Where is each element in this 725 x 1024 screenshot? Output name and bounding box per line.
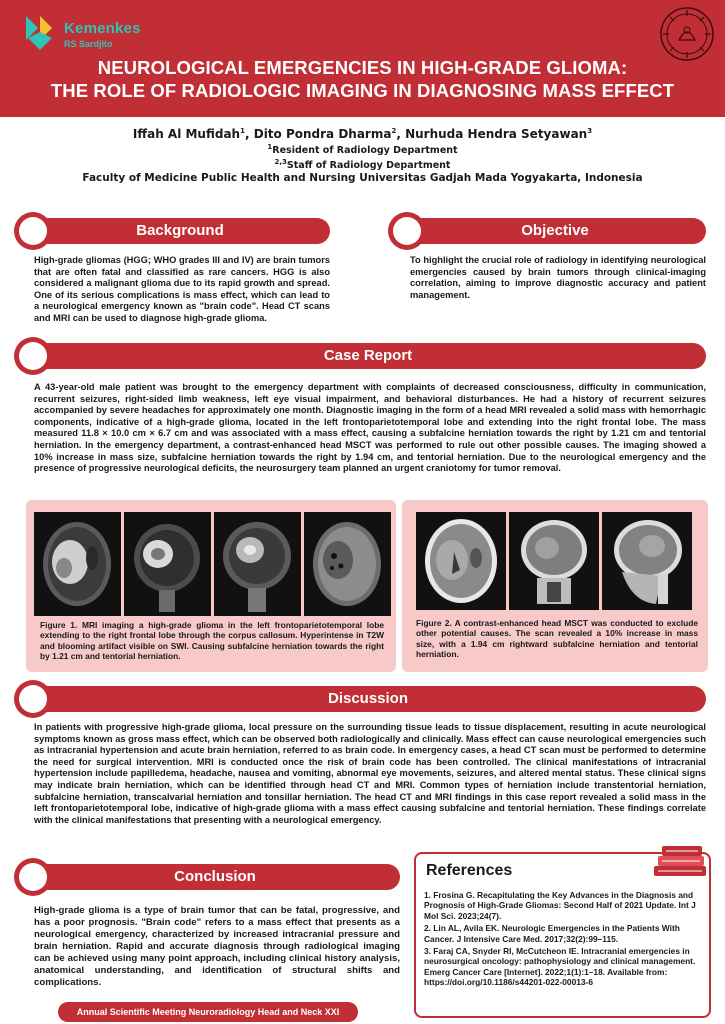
author-2: Dito Pondra Dharma [253, 127, 392, 141]
poster-header [0, 0, 725, 117]
affiliation-1: $^1$Resident of Radiology Department [267, 143, 458, 157]
discussion-ring-icon [14, 680, 52, 718]
reference-item: 2. Lin AL, Avila EK. Neurologic Emergencies in the Patients With Cancer. J Intensive Care Med. 2017;32(2):99–115. [424, 923, 680, 944]
ct-coronal-image [509, 512, 599, 610]
mri-t2-axial-image [34, 512, 121, 616]
ct-sagittal-image [602, 512, 692, 610]
poster-title [0, 56, 725, 102]
author-names: Iffah Al Mufidah$^1$, Dito Pondra Dharma$^2$, Nurhuda Hendra Setyawan$^3$ [132, 127, 593, 141]
affiliation-1-sup: 1 [267, 143, 273, 151]
authors-block [0, 124, 725, 185]
faculty-line: Faculty of Medicine Public Health and Nursing Universitas Gadjah Mada Yogyakarta, Indonesia [82, 172, 643, 185]
objective-text: To highlight the crucial role of radiology in identifying neurological emergencies caused by brain tumors through clinical-imaging correlation, aiming to improve diagnostic accuracy and patient management. [410, 255, 706, 300]
background-ring-icon [14, 212, 52, 250]
references-list [424, 890, 707, 990]
objective-heading: Objective [404, 218, 706, 244]
reference-item: 3. Faraj CA, Snyder RI, McCutcheon IE. Intracranial emergencies in neurosurgical oncology: pathophysiology and clinical management. Emerg Cancer Care [Internet]. 2022;1(1):1–18. Available from: https://doi.org/10.1186/s44201-022-00013-6 [424, 946, 696, 988]
figure-2-images [416, 512, 692, 610]
ct-axial-image [416, 512, 506, 610]
figure-2-caption: Figure 2. A contrast-enhanced head MSCT was conducted to exclude other potential causes. The scan revealed a 10% increase in mass size, with a 1.94 cm rightward subfalcine herniation and tentorial herniation. [416, 618, 698, 659]
author-1: Iffah Al Mufidah [132, 127, 241, 141]
footer-conference: Annual Scientific Meeting Neuroradiology Head and Neck XXI [58, 1002, 358, 1022]
books-icon [650, 840, 710, 880]
references-heading: References [426, 862, 513, 879]
author-3: Nurhuda Hendra Setyawan [405, 127, 588, 141]
author-2-sup: 2 [391, 127, 397, 135]
objective-ring-icon [388, 212, 426, 250]
figure-2-panel [402, 500, 708, 672]
discussion-heading: Discussion [30, 686, 706, 712]
author-1-sup: 1 [240, 127, 245, 135]
conclusion-heading: Conclusion [30, 864, 400, 890]
background-text: High-grade gliomas (HGG; WHO grades III and IV) are brain tumors that are often fatal and classified as rare cancers. HGG is also considered a malignant glioma due to its rapid growth and spread. One of its serious complications is mass effect, which can lead to a neurological emergency known as "brain code". Head CT scans and MRI can be used to diagnose high-grade glioma. [34, 255, 330, 323]
discussion-text: In patients with progressive high-grade glioma, local pressure on the surrounding tissue leads to tissue displacement, resulting in acute neurological symptoms known as gross mass effect, which can be observed both radiologically and clinically. Mass effect can cause neurological emergencies such as intracranial hypertension and acute brain herniation, referred to as brain code. In emergency cases, a head CT scan must be performed to determine the need for surgical intervention. MRI is conducted once the risk of brain code has been controlled. The clinical manifestations of intracranial hypertension include papilledema, headache, nausea and vomiting, abnormal eye movements, seizures, and altered mental status. These clinical signs may indicate brain herniation, which can be identified through head CT and MRI. Common types of herniation include transtentorial herniation, subfalcine herniation, transcalvarial herniation and tonsillar herniation. The head CT and MRI findings in this case report revealed a solid mass in the left frontoparietotemporal lobe, indicative of high-grade glioma with a mass effect causing subfalcine and tentorial herniation. These findings correlate with the clinical manifestations that presenting with a neurological emergency. [34, 722, 706, 825]
case-report-text: A 43-year-old male patient was brought to the emergency department with complaints of decreased consciousness, difficulty in communication, recurrent seizures, right-sided limb weakness, left eye visual impairment, and behavioral disturbances. He had a history of recurrent seizures accompanied by severe headaches for approximately one month. Diagnostic imaging in the form of a head MRI revealed a solid mass with hemorrhagic components, indicative of a high-grade glioma, located in the left frontoparietotemporal lobe and extending into the right frontal lobe. The mass measured 11.8 × 10.0 cm × 6.7 cm and was associated with a mass effect, causing a subfalcine herniation towards the right by 1.21 cm and tentorial herniation. In the emergency department, a contrast-enhanced head MSCT was performed to rule out other possible causes. The imaging showed a 10% increase in mass size, subfalcine herniation towards the right by 1.94 cm, and tentorial herniation. Due to the neurological emergency and the presence of progressive neurological deficits, the neurosurgery team planned an urgent craniotomy for tumor removal. [34, 382, 706, 474]
title-line-1: NEUROLOGICAL EMERGENCIES IN HIGH-GRADE GLIOMA: [97, 57, 628, 78]
reference-item: 1. Frosina G. Recapitulating the Key Advances in the Diagnosis and Prognosis of High-Grade Gliomas: Second Half of 2021 Update. Int J Mol Sci. 2023;24(7). [424, 890, 696, 921]
university-seal-icon [659, 6, 715, 62]
figure-1-panel [26, 500, 396, 672]
mri-coronal-image [124, 512, 211, 616]
figure-1-images [34, 512, 391, 616]
author-3-sup: 3 [587, 127, 593, 135]
kemenkes-logo-icon [14, 8, 60, 54]
figure-1-caption: Figure 1. MRI imaging a high-grade glioma in the left frontoparietotemporal lobe extending to the right frontal lobe through the corpus callosum. Hyperintense in T2W and blooming artifact visible on SWI. Causing subfalcine herniation towards the right by 1.21 cm and tentorial herniation. [40, 620, 384, 661]
title-line-2: THE ROLE OF RADIOLOGIC IMAGING IN DIAGNOSING MASS EFFECT [50, 80, 675, 101]
logo-subtitle: RS Sardjito [64, 39, 113, 49]
affiliation-2-sup: 2,3 [274, 157, 287, 166]
background-heading: Background [30, 218, 330, 244]
conclusion-text: High-grade glioma is a type of brain tumor that can be fatal, progressive, and has a poor prognosis. "Brain code" refers to a mass effect that presents as a neurological emergency, characterized by increased intracranial pressure and brain herniation. Rapid and accurate diagnosis through radiological imaging can be achieved using many point approach, including clinical history analysis, anatomical understanding, and identification of structural shifts and complications. [34, 905, 400, 988]
kemenkes-logo [14, 8, 164, 54]
case-report-ring-icon [14, 337, 52, 375]
logo-name: Kemenkes [64, 20, 141, 37]
mri-coronal-contrast-image [214, 512, 301, 616]
mri-swi-image [304, 512, 391, 616]
case-report-heading: Case Report [30, 343, 706, 369]
conclusion-ring-icon [14, 858, 52, 896]
affiliation-2: $^{2,3}$Staff of Radiology Department [274, 157, 451, 171]
